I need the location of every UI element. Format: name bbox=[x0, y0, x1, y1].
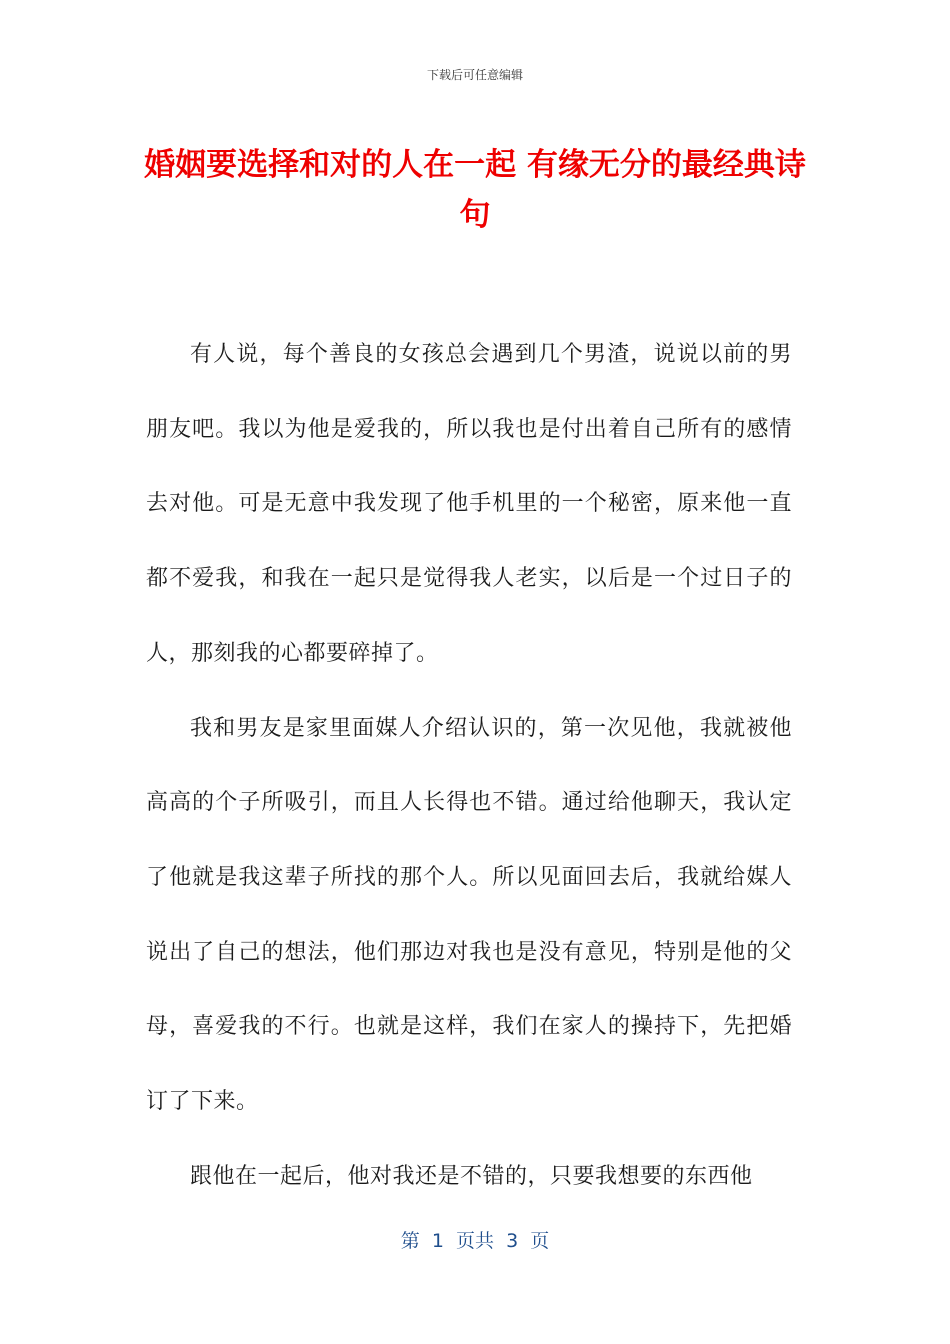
paragraph: 跟他在一起后，他对我还是不错的，只要我想要的东西他 bbox=[190, 1163, 753, 1189]
document-title: 婚姻要选择和对的人在一起 有缘无分的最经典诗句 bbox=[144, 147, 806, 233]
paragraph: 我和男友是家里面媒人介绍认识的，第一次见他，我就被他高高的个子所吸引，而且人长得也不错。通过给他聊天，我认定了他就是我这辈子所找的那个人。所以见面回去后，我就给媒人说出了自己的想法，他们那边对我也是没有意见，特别是他的父母，喜爱我的不行。也就是这样，我们在家人的操持下，先把婚订了下来。 bbox=[146, 715, 792, 1115]
page-number-footer: 第 1 页共 3 页 bbox=[400, 1230, 550, 1252]
document-body bbox=[146, 318, 792, 1214]
paragraph: 有人说，每个善良的女孩总会遇到几个男渣，说说以前的男朋友吧。我以为他是爱我的，所以我也是付出着自己所有的感情去对他。可是无意中我发现了他手机里的一个秘密，原来他一直都不爱我，和我在一起只是觉得我人老实，以后是一个过日子的人，那刻我的心都要碎掉了。 bbox=[146, 342, 792, 666]
header-note: 下载后可任意编辑 bbox=[426, 68, 523, 82]
